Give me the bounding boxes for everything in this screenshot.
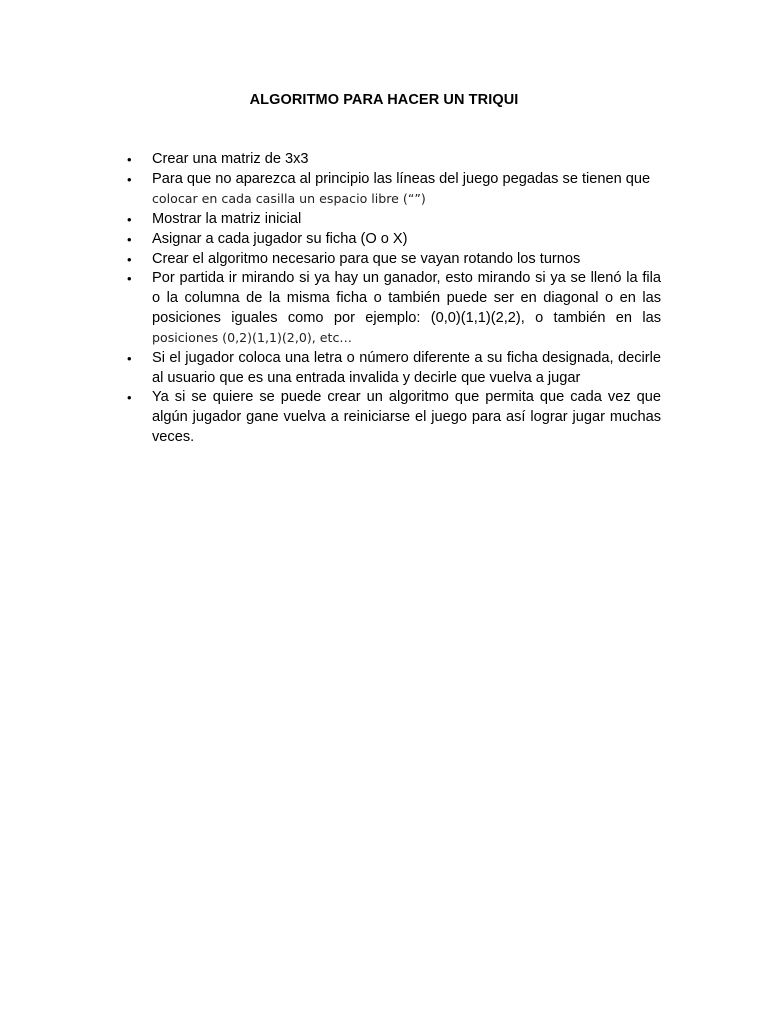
list-item-text-alt: colocar en cada casilla un espacio libre (“”) [152,191,426,207]
list-item-text: Asignar a cada jugador su ficha (O o X) [152,230,408,247]
list-item [127,349,661,388]
bullet-list [127,150,661,448]
list-item [127,170,661,210]
document-title: ALGORITMO PARA HACER UN TRIQUI [249,92,519,108]
list-item-text: Mostrar la matriz inicial [152,211,302,228]
list-item-text-alt: posiciones (0,2)(1,1)(2,0), etc… [152,330,352,346]
bullet-icon: • [127,171,132,187]
list-item-text: Si el jugador coloca una letra o número diferente a su ficha designada, decirle al usuario que es una entrada invalida y decirle que vuelva a jugar [152,350,661,386]
bullet-icon: • [127,271,132,287]
bullet-icon: • [127,390,132,406]
list-item [127,250,661,270]
bullet-icon: • [127,212,132,228]
list-item [127,150,661,170]
bullet-icon: • [127,231,132,247]
list-item [127,269,661,349]
bullet-icon: • [127,351,132,367]
bullet-icon: • [127,251,132,267]
list-item-text: Crear el algoritmo necesario para que se vayan rotando los turnos [152,250,581,267]
list-item [127,230,661,250]
bullet-icon: • [127,152,132,167]
list-item [127,388,661,447]
list-item-text: Para que no aparezca al principio las líneas del juego pegadas se tienen que [152,170,651,187]
list-item-text: Por partida ir mirando si ya hay un ganador, esto mirando si ya se llenó la fila o la columna de la misma ficha o también puede ser en diagonal o en las posiciones iguales como por ejemplo: (0,0)(1,1)(2,2), o también en las [152,270,661,326]
list-item [127,210,661,230]
list-item-text: Ya si se quiere se puede crear un algoritmo que permita que cada vez que algún jugador gane vuelva a reiniciarse el juego para así lograr jugar muchas veces. [152,389,661,445]
list-item-text: Crear una matriz de 3x3 [152,151,309,167]
